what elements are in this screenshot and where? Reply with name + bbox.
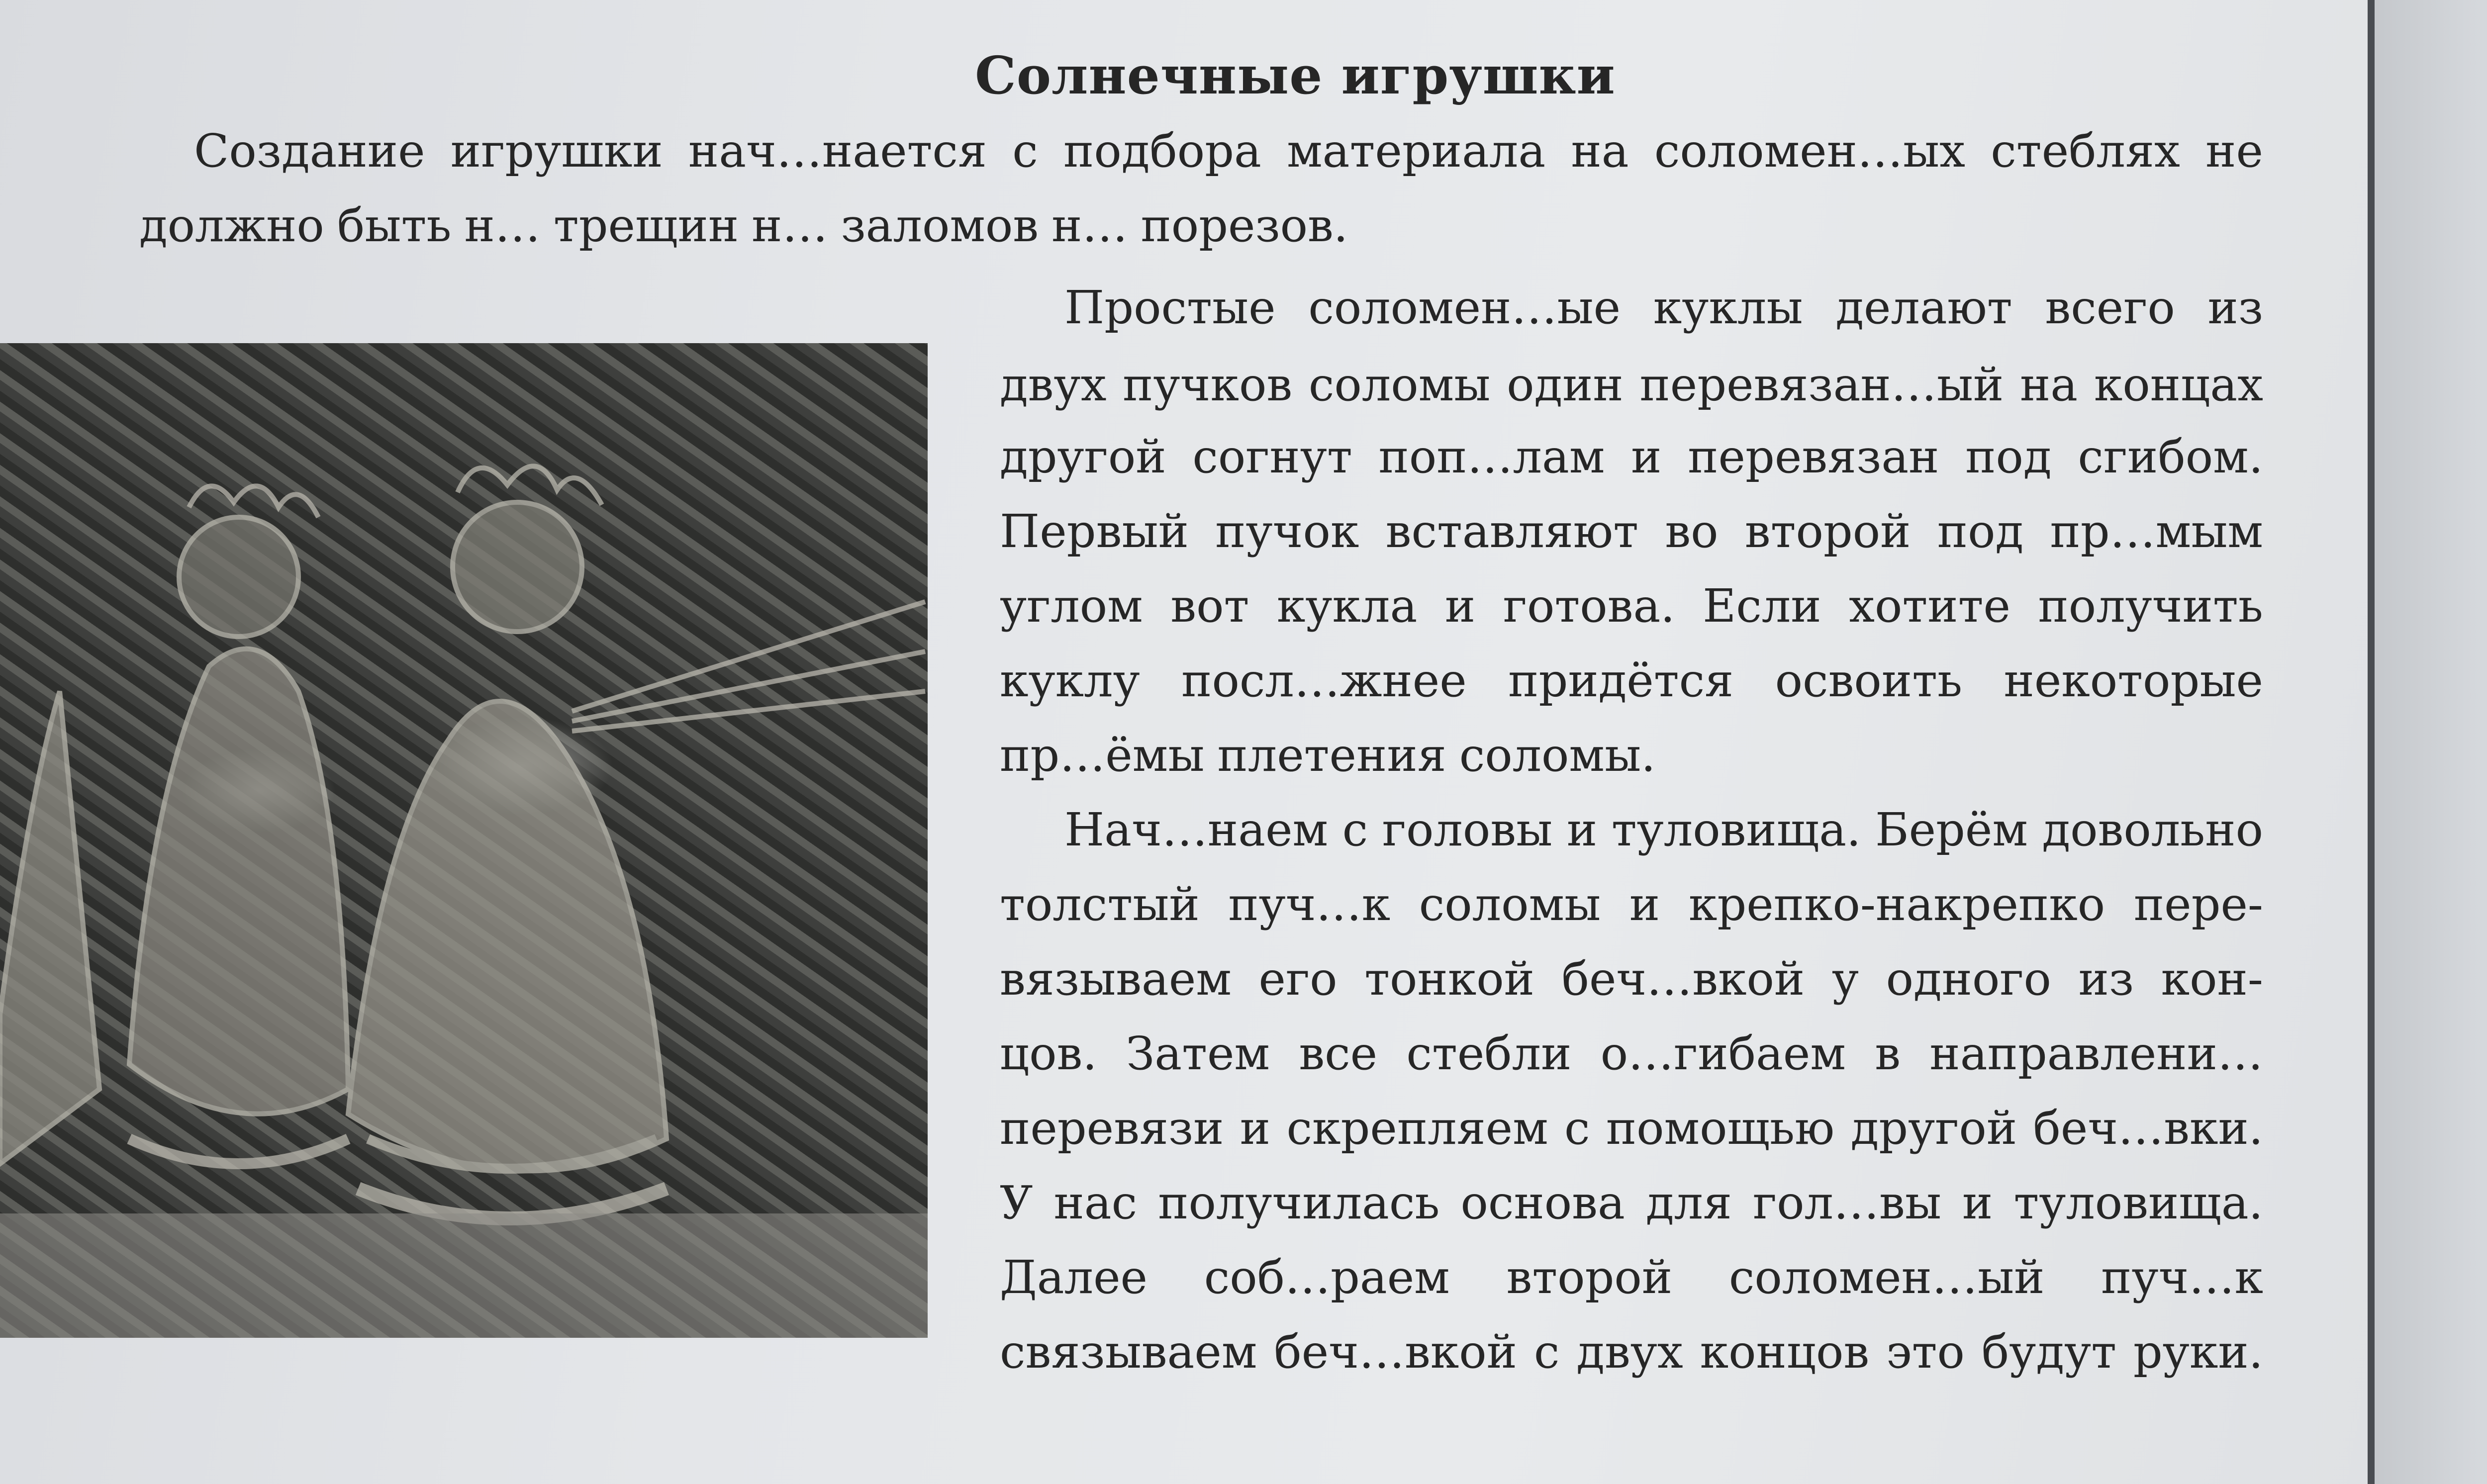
word: концов (1700, 1325, 1870, 1379)
word: гол…вы (1752, 1176, 1941, 1229)
word: плетения (1217, 729, 1446, 782)
word: с (1533, 1325, 1560, 1379)
word: н… (1052, 199, 1128, 252)
paragraph2-line (1000, 729, 1681, 782)
straw-dolls-icon (0, 343, 928, 1338)
word: у (1831, 952, 1859, 1006)
word: сгибом. (2078, 430, 2263, 483)
word: и (1631, 430, 1662, 483)
word: вставляют (1385, 505, 1639, 558)
word: направлени… (1929, 1027, 2263, 1080)
word: быть (337, 199, 452, 252)
paragraph2-line (1000, 358, 2263, 411)
paragraph3-line (1000, 952, 2263, 1006)
word: перевязан (1688, 430, 1939, 483)
word: поп…лам (1378, 430, 1605, 483)
word: во (1665, 505, 1719, 558)
word: беч…вки. (2033, 1102, 2263, 1155)
word: скрепляем (1286, 1102, 1548, 1155)
word: двух (1000, 358, 1107, 411)
word: с (1342, 803, 1368, 856)
word: придётся (1508, 654, 1734, 707)
word: углом (1000, 579, 1143, 633)
word: не (2205, 124, 2263, 178)
word: вязываем (1000, 952, 1232, 1006)
word: всего (2045, 281, 2175, 334)
word: У (1000, 1176, 1033, 1229)
word: соломы (1419, 878, 1601, 931)
word: порезов. (1141, 199, 1348, 252)
word: второй (1506, 1251, 1673, 1304)
word: с (1564, 1102, 1590, 1155)
word: его (1258, 952, 1338, 1006)
paragraph3-line (1064, 803, 2263, 856)
paragraph3-line (1000, 1325, 2263, 1379)
word: это (1886, 1325, 1965, 1379)
word: одного (1886, 952, 2051, 1006)
word: игрушки (450, 124, 663, 178)
word: с (1012, 124, 1038, 178)
word: все (1299, 1027, 1378, 1080)
word: туловища. (2013, 1176, 2263, 1229)
word: один (1507, 358, 1624, 411)
word: на (1571, 124, 1629, 178)
word: перевязан…ый (1639, 358, 2004, 411)
word: хотите (1849, 579, 2010, 633)
word: Затем (1126, 1027, 1270, 1080)
word: для (1645, 1176, 1732, 1229)
word: другой (1850, 1102, 2017, 1155)
word: на (2019, 358, 2078, 411)
word: из (2078, 952, 2134, 1006)
word: соломен…ый (1728, 1251, 2045, 1304)
word: двух (1576, 1325, 1683, 1379)
word: куклы (1653, 281, 1803, 334)
word: кукла (1276, 579, 1418, 633)
word: получилась (1158, 1176, 1440, 1229)
word: Создание (194, 124, 425, 178)
paragraph3-line (1000, 878, 2263, 931)
paragraph2-line (1000, 579, 2263, 633)
word: пучок (1215, 505, 1359, 558)
paragraph1-line (194, 124, 2263, 178)
word: другой (1000, 430, 1166, 483)
word: трещин (553, 199, 739, 252)
word: пр…ёмы (1000, 729, 1205, 782)
word: тонкой (1364, 952, 1534, 1006)
word: соломы (1308, 358, 1491, 411)
word: пуч…к (1228, 878, 1391, 931)
word: кон- (2161, 952, 2263, 1006)
word: делают (1835, 281, 2012, 334)
word: и (1240, 1102, 1271, 1155)
word: пуч…к (2101, 1251, 2263, 1304)
word: куклу (1000, 654, 1140, 707)
word: н… (464, 199, 541, 252)
word: нас (1053, 1176, 1138, 1229)
word: пр…мым (2050, 505, 2263, 558)
word: крепко-накрепко (1688, 878, 2105, 931)
word: нач…нается (688, 124, 987, 178)
word: Если (1703, 579, 1821, 633)
page-fold (2368, 0, 2375, 1484)
word: Далее (1000, 1251, 1148, 1304)
word: соломен…ых (1654, 124, 1966, 178)
word: соломы. (1459, 729, 1656, 782)
word: согнут (1192, 430, 1352, 483)
word: беч…вкой (1274, 1325, 1517, 1379)
paragraph3-line (1000, 1102, 2263, 1155)
word: туловища. (1611, 803, 1861, 856)
word: о…гибаем (1600, 1027, 1846, 1080)
word: толстый (1000, 878, 1200, 931)
word: подбора (1063, 124, 1261, 178)
word: и (1962, 1176, 1993, 1229)
word: беч…вкой (1561, 952, 1805, 1006)
word: некоторые (2004, 654, 2263, 707)
word: стеблях (1991, 124, 2180, 178)
paragraph3-line (1000, 1027, 2263, 1080)
word: из (2207, 281, 2263, 334)
word: материала (1287, 124, 1546, 178)
paragraph3-line (1000, 1251, 2263, 1304)
word: помощью (1606, 1102, 1835, 1155)
paragraph2-line (1000, 654, 2263, 707)
word: пучков (1123, 358, 1293, 411)
word: головы (1382, 803, 1553, 856)
word: перевязи (1000, 1102, 1224, 1155)
word: довольно (2042, 803, 2263, 856)
word: н… (752, 199, 828, 252)
word: посл…жнее (1181, 654, 1467, 707)
paragraph2-line (1064, 281, 2263, 334)
word: заломов (841, 199, 1039, 252)
word: стебли (1406, 1027, 1572, 1080)
paragraph3-line (1000, 1176, 2263, 1229)
word: пере- (2133, 878, 2263, 931)
word: руки. (2133, 1325, 2263, 1379)
word: основа (1460, 1176, 1625, 1229)
word: соломен…ые (1308, 281, 1621, 334)
word: концах (2094, 358, 2263, 411)
word: и (1566, 803, 1598, 856)
word: связываем (1000, 1325, 1257, 1379)
word: второй (1744, 505, 1911, 558)
straw-dolls-photo (0, 343, 928, 1338)
word: под (1937, 505, 2024, 558)
paragraph2-line (1000, 505, 2263, 558)
word: соб…раем (1204, 1251, 1450, 1304)
word: и (1444, 579, 1476, 633)
word: Первый (1000, 505, 1189, 558)
word: вот (1170, 579, 1249, 633)
word: и (1629, 878, 1660, 931)
paragraph1-line (139, 199, 1413, 252)
word: Берём (1875, 803, 2028, 856)
word: будут (1981, 1325, 2117, 1379)
paragraph2-line (1000, 430, 2263, 483)
word: получить (2038, 579, 2263, 633)
word: цов. (1000, 1027, 1097, 1080)
page-title: Солнечные игрушки (975, 45, 1616, 106)
word: Простые (1064, 281, 1276, 334)
word: готова. (1503, 579, 1675, 633)
word: Нач…наем (1064, 803, 1329, 856)
facing-page (2375, 0, 2487, 1484)
word: освоить (1775, 654, 1963, 707)
word: под (1965, 430, 2052, 483)
word: в (1875, 1027, 1901, 1080)
word: должно (139, 199, 324, 252)
